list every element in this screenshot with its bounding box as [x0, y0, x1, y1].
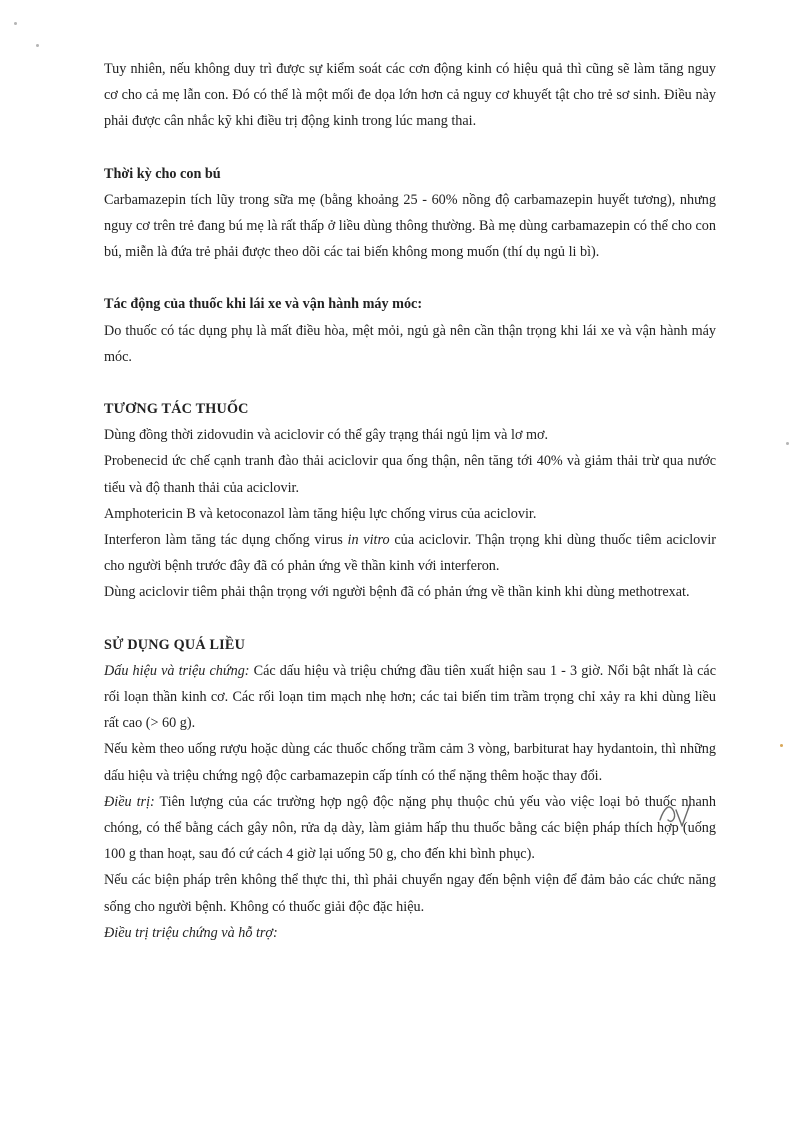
- interaction-amphotericin: Amphotericin B và ketoconazol làm tăng hiệu lực chống virus của aciclovir.: [104, 505, 537, 522]
- in-vitro-term: in vitro: [347, 532, 390, 549]
- overdose-signs-paragraph: [104, 658, 716, 737]
- interactions-heading: TƯƠNG TÁC THUỐC: [104, 401, 249, 418]
- pregnancy-paragraph: Tuy nhiên, nếu không duy trì được sự kiểm soát các cơn động kinh có hiệu quả thì cũng sẽ làm tăng nguy cơ cho cả mẹ lẫn con. Đó có thể là một mối đe dọa lớn hơn cả nguy cơ khuyết tật cho trẻ sơ sinh. Điều này phải được cân nhắc kỹ khi điều trị động kinh trong lúc mang thai.: [104, 61, 716, 130]
- scan-speck: [14, 22, 17, 25]
- interaction-probenecid: Probenecid ức chế cạnh tranh đào thải aciclovir qua ống thận, nên tăng tới 40% và giảm thải trừ qua nước tiểu và độ thanh thải của aciclovir.: [104, 453, 716, 496]
- spacer: [104, 370, 716, 396]
- symptomatic-label: Điều trị triệu chứng và hỗ trợ:: [104, 924, 278, 941]
- interferon-text-start: Interferon làm tăng tác dụng chống virus: [104, 532, 348, 549]
- scan-speck: [36, 44, 39, 47]
- treatment-label: Điều trị:: [104, 793, 155, 810]
- breastfeeding-heading: Thời kỳ cho con bú: [104, 165, 221, 182]
- signs-label: Dấu hiệu và triệu chứng:: [104, 662, 250, 679]
- document-page: [104, 56, 716, 946]
- overdose-heading: SỬ DỤNG QUÁ LIỀU: [104, 636, 246, 653]
- overdose-hospital-paragraph: Nếu các biện pháp trên không thể thực thi, thì phải chuyển ngay đến bệnh viện để đảm bảo các chức năng sống cho người bệnh. Không có thuốc giải độc đặc hiệu.: [104, 872, 716, 915]
- interferon-text-end: của aciclovir. Thận trọng khi dùng thuốc tiêm aciclovir cho người bệnh trước đây đã có phản ứng về thần kinh với interferon.: [104, 532, 716, 575]
- scan-speck: [786, 442, 789, 445]
- driving-paragraph: Do thuốc có tác dụng phụ là mất điều hòa, mệt mỏi, ngủ gà nên cần thận trọng khi lái xe và vận hành máy móc.: [104, 322, 716, 365]
- overdose-alcohol-paragraph: Nếu kèm theo uống rượu hoặc dùng các thuốc chống trầm cảm 3 vòng, barbiturat hay hydantoin, thì những dấu hiệu và triệu chứng ngộ độc carbamazepin cấp tính có thể nặng thêm hoặc thay đổi.: [104, 741, 716, 784]
- signs-text: Các dấu hiệu và triệu chứng đầu tiên xuất hiện sau 1 - 3 giờ. Nổi bật nhất là các rối loạn thần kinh cơ. Các rối loạn tim mạch nhẹ hơn; các tai biến tim trầm trọng chỉ xảy ra khi dùng liều rất cao (> 60 g).: [104, 662, 716, 732]
- spacer: [104, 606, 716, 632]
- scan-speck: [780, 744, 783, 747]
- driving-heading: Tác động của thuốc khi lái xe và vận hành máy móc:: [104, 296, 423, 313]
- interaction-zidovudin: Dùng đồng thời zidovudin và aciclovir có thể gây trạng thái ngủ lịm và lơ mơ.: [104, 427, 549, 444]
- spacer: [104, 135, 716, 161]
- spacer: [104, 265, 716, 291]
- symptomatic-treatment-label: [104, 920, 716, 946]
- interaction-interferon: [104, 527, 716, 579]
- overdose-treatment-paragraph: [104, 789, 716, 868]
- breastfeeding-paragraph: Carbamazepin tích lũy trong sữa mẹ (bằng khoảng 25 - 60% nồng độ carbamazepin huyết tương), nhưng nguy cơ trên trẻ đang bú mẹ là rất thấp ở liều dùng thông thường. Bà mẹ dùng carbamazepin có thể cho con bú, miễn là đứa trẻ phải được theo dõi các tai biến không mong muốn (thí dụ ngủ li bì).: [104, 191, 716, 261]
- treatment-text: Tiên lượng của các trường hợp ngộ độc nặng phụ thuộc chủ yếu vào việc loại bỏ thuốc nhanh chóng, có thể bằng cách gây nôn, rửa dạ dày, làm giảm hấp thu thuốc bằng các biện pháp thích hợp (uống 100 g than hoạt, sau đó cứ cách 4 giờ lại uống 50 g, cho đến khi bình phục).: [104, 793, 716, 863]
- interaction-methotrexat: Dùng aciclovir tiêm phải thận trọng với người bệnh đã có phản ứng về thần kinh khi dùng methotrexat.: [104, 584, 690, 601]
